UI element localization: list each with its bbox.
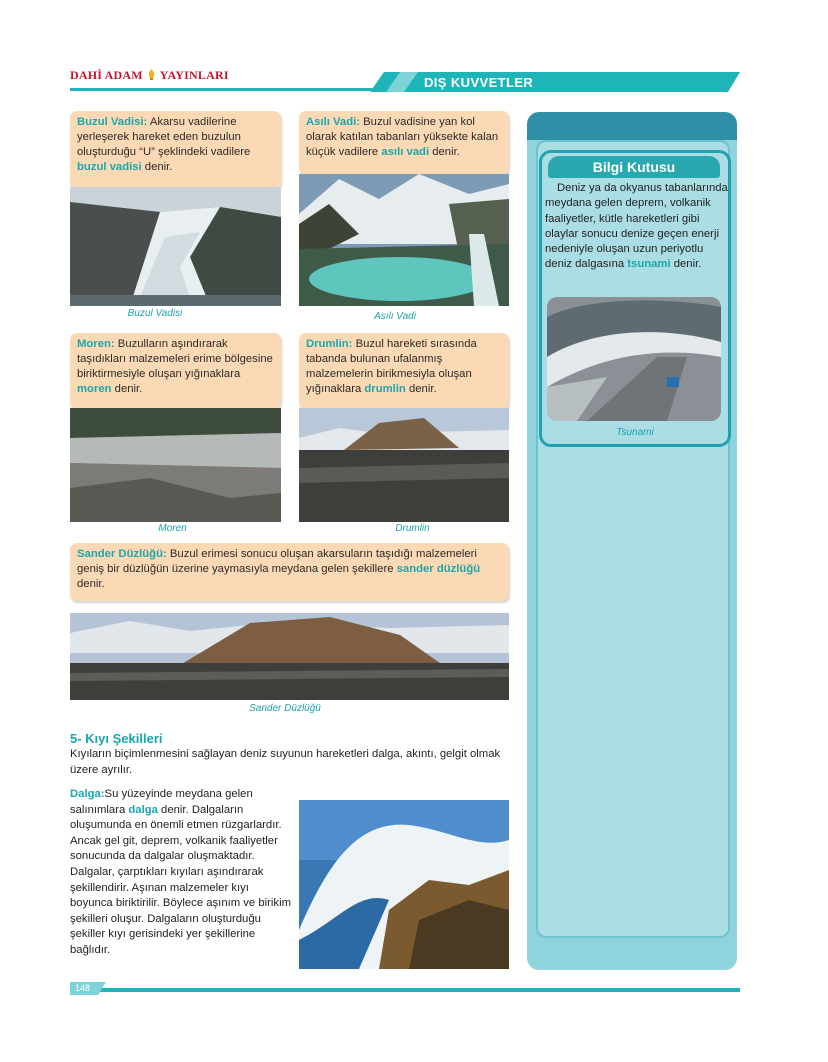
definition-end: denir. (405, 383, 437, 395)
bilgi-kutusu-text (545, 181, 729, 273)
dalga-text-2: denir. Dalgaların oluşumunda en önemli etmen rüzgarlardır. Ancak gel git, deprem, volkanik faaliyetler sonucunda da dalgalar oluşmaktadır. Dalgalar, çarptıkları kıyıları aşındırarak şekillendirir. Aşınan malzemeler kıyı boyunca biriktirilir. Böylece aşınım ve birikim şekilleri oluşur. Dalgaların oluşturduğu şekiller kıyı gerisindeki yer şekillerine bağlıdır. (70, 803, 291, 956)
term-label: Buzul Vadisi: (77, 116, 148, 128)
drumlin-box (299, 333, 509, 409)
term-highlight: sander düzlüğü (396, 563, 481, 575)
definition-text: Akarsu vadilerine yerleşerek hareket eden buzulun oluşturduğu “U” şeklindeki vadilere (77, 116, 251, 158)
term-label: Sander Düzlüğü: (77, 548, 167, 560)
definition-text: Buzul erimesi sonucu oluşan akarsuların taşıdığı malzemeleri geniş bir düzlüğün üzerine yaymasıyla meydana gelen şekillere (77, 548, 477, 575)
sander-box (70, 543, 509, 601)
publisher-logo (70, 68, 229, 83)
footer-rule (98, 988, 740, 992)
dalga-text-1: Su yüzeyinde meydana gelen salınımlara (70, 788, 253, 816)
definition-end: denir. (77, 578, 105, 590)
asili-vadi-caption: Asılı Vadi (374, 311, 416, 322)
asili-vadi-photo (299, 174, 509, 306)
bilgi-kutusu-title: Bilgi Kutusu (548, 156, 720, 178)
buzul-vadisi-caption: Buzul Vadisi (127, 308, 183, 319)
term-highlight: moren (77, 383, 112, 395)
buzul-vadisi-box (70, 111, 281, 189)
tsunami-photo (547, 297, 721, 421)
logo-text-1: DAHİ ADAM (70, 68, 143, 82)
buzul-vadisi-photo (70, 187, 281, 306)
term-highlight: drumlin (364, 383, 406, 395)
bilgi-text: Deniz ya da okyanus tabanlarında meydana gelen deprem, volkanik faaliyetler, kütle hareketleri gibi olaylar sonucu denize geçen enerji nedeniyle oluşan uzun periyotlu deniz dalgasına (545, 182, 728, 271)
definition-text: Buzul vadisine yan kol olarak katılan tabanları yüksekte kalan küçük vadilere (306, 116, 499, 158)
logo-text-2: YAYINLARI (159, 68, 229, 82)
sander-caption: Sander Düzlüğü (249, 703, 321, 714)
definition-end: denir. (141, 161, 173, 173)
term-highlight: dalga (128, 803, 158, 816)
term-highlight: asılı vadi (381, 146, 430, 158)
asili-vadi-box (299, 111, 509, 175)
lamp-icon (147, 69, 156, 80)
definition-text: Buzul hareketi sırasında tabanda bulunan ufalanmış malzemelerin birikmesiyla oluşan yığınaklara (306, 338, 477, 395)
tsunami-caption: Tsunami (616, 427, 654, 438)
header-rule (70, 88, 380, 91)
moren-photo (70, 408, 281, 522)
term-label: Asılı Vadi: (306, 116, 360, 128)
term-label: Dalga: (70, 788, 105, 800)
section-title: 5- Kıyı Şekilleri (70, 731, 163, 746)
page-number: 148 (75, 983, 91, 993)
term-label: Moren: (77, 338, 115, 350)
moren-box (70, 333, 281, 409)
moren-caption: Moren (158, 523, 187, 534)
bilgi-end: denir. (670, 258, 702, 271)
drumlin-photo (299, 408, 509, 522)
section-intro: Kıyıların biçimlenmesini sağlayan deniz suyunun hareketleri dalga, akıntı, gelgit olmak üzere ayrılır. (70, 748, 501, 776)
definition-text: Buzulların aşındırarak taşıdıkları malzemeleri erime bölgesine biriktirmesiyle oluşan yığınaklara (77, 338, 273, 380)
chapter-title: DIŞ KUVVETLER (424, 75, 534, 90)
sander-photo (70, 613, 509, 700)
term-highlight: buzul vadisi (77, 161, 142, 173)
dalga-photo (299, 800, 509, 969)
term-label: Drumlin: (306, 338, 353, 350)
definition-end: denir. (111, 383, 143, 395)
dalga-paragraph (70, 787, 292, 959)
definition-end: denir. (429, 146, 460, 158)
drumlin-caption: Drumlin (395, 523, 430, 534)
term-highlight: tsunami (627, 258, 671, 271)
